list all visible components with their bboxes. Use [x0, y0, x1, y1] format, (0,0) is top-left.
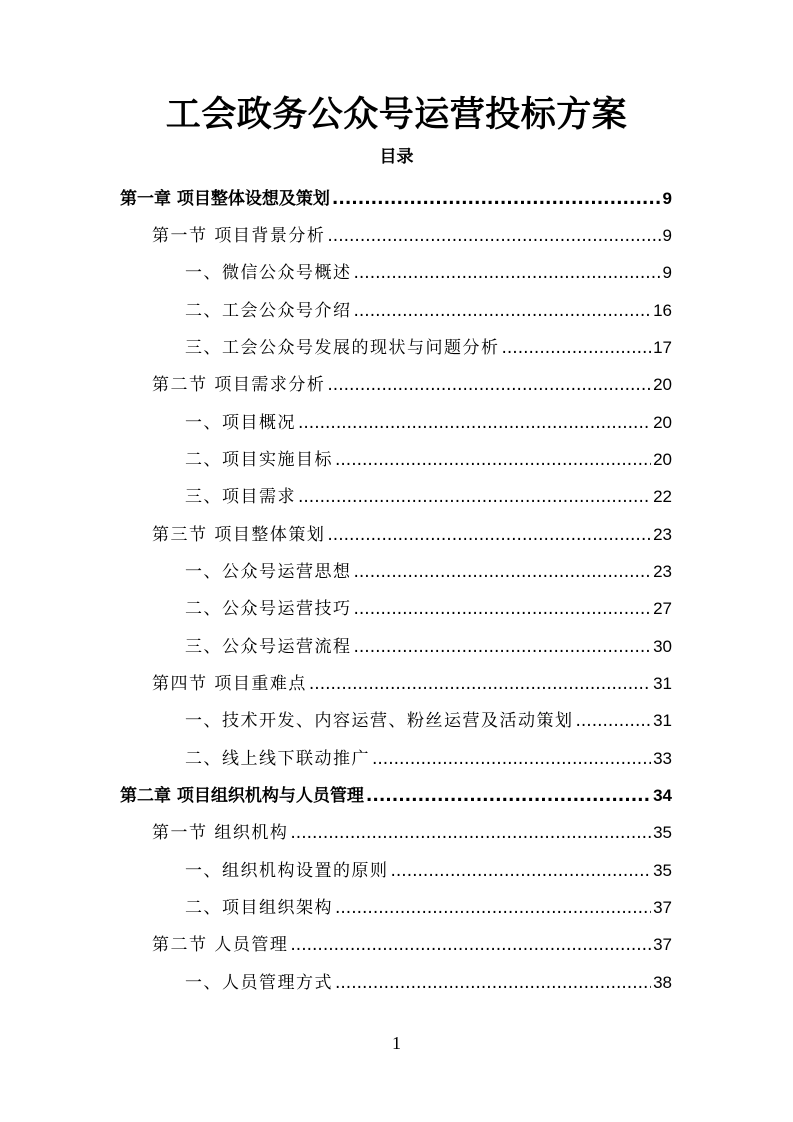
- toc-entry-label: 二、工会公众号介绍: [185, 301, 352, 321]
- dot-leader: [354, 633, 652, 661]
- toc-entry-page: 31: [653, 711, 672, 730]
- page-number: 1: [392, 1033, 401, 1053]
- toc-entry-item[interactable]: [185, 334, 672, 362]
- dot-leader: [290, 819, 651, 847]
- toc-entry-section[interactable]: [152, 521, 672, 549]
- dot-leader: [327, 371, 651, 399]
- toc-entry-label: 一、公众号运营思想: [185, 562, 352, 582]
- toc-entry-page: 23: [653, 525, 672, 544]
- toc-entry-item[interactable]: [185, 259, 672, 287]
- toc-entry-item[interactable]: [185, 707, 672, 735]
- toc-entry-page: 30: [653, 637, 672, 656]
- dot-leader: [335, 446, 651, 474]
- toc-entry-page: 27: [653, 599, 672, 618]
- toc-entry-page: 9: [662, 189, 672, 208]
- toc-entry-label: 三、项目需求: [185, 487, 296, 507]
- dot-leader: [366, 782, 651, 810]
- dot-leader: [290, 931, 651, 959]
- toc-entry-page: 20: [653, 450, 672, 469]
- toc-entry-label: 一、微信公众号概述: [185, 263, 352, 283]
- toc-entry-item[interactable]: [185, 595, 672, 623]
- dot-leader: [354, 595, 652, 623]
- toc-entry-label: 第一章 项目整体设想及策划: [120, 189, 330, 209]
- toc-entry-label: 一、技术开发、内容运营、粉丝运营及活动策划: [185, 711, 574, 731]
- toc-entry-label: 第二章 项目组织机构与人员管理: [120, 786, 364, 806]
- dot-leader: [332, 185, 661, 213]
- toc-entry-label: 第二节 项目需求分析: [152, 375, 326, 395]
- toc-entry-page: 22: [653, 487, 672, 506]
- toc-entry-item[interactable]: [185, 969, 672, 997]
- dot-leader: [327, 521, 651, 549]
- toc-entry-item[interactable]: [185, 894, 672, 922]
- dot-leader: [335, 894, 651, 922]
- dot-leader: [391, 857, 652, 885]
- toc-entry-item[interactable]: [185, 446, 672, 474]
- toc-entry-page: 33: [653, 749, 672, 768]
- toc-entry-page: 38: [653, 973, 672, 992]
- toc-entry-label: 三、公众号运营流程: [185, 637, 352, 657]
- toc-entry-page: 37: [653, 898, 672, 917]
- toc-entry-page: 9: [662, 226, 672, 245]
- dot-leader: [298, 409, 651, 437]
- toc-entry-label: 一、组织机构设置的原则: [185, 861, 389, 881]
- toc-entry-page: 31: [653, 674, 672, 693]
- dot-leader: [298, 483, 651, 511]
- toc-entry-section[interactable]: [152, 371, 672, 399]
- dot-leader: [335, 969, 651, 997]
- toc-entry-label: 第二节 人员管理: [152, 935, 289, 955]
- toc-entry-item[interactable]: [185, 857, 672, 885]
- dot-leader: [354, 558, 652, 586]
- toc-entry-section[interactable]: [152, 819, 672, 847]
- document-title: 工会政务公众号运营投标方案: [165, 94, 628, 135]
- dot-leader: [354, 297, 652, 325]
- toc-entry-item[interactable]: [185, 483, 672, 511]
- toc-entry-chapter[interactable]: [120, 782, 672, 810]
- toc-entry-page: 20: [653, 375, 672, 394]
- toc-entry-label: 一、人员管理方式: [185, 973, 333, 993]
- toc-entry-page: 35: [653, 823, 672, 842]
- toc-entry-label: 二、项目实施目标: [185, 450, 333, 470]
- toc-entry-item[interactable]: [185, 745, 672, 773]
- toc-entry-item[interactable]: [185, 409, 672, 437]
- toc-entry-label: 二、公众号运营技巧: [185, 599, 352, 619]
- toc-entry-label: 第一节 项目背景分析: [152, 226, 326, 246]
- toc-entry-item[interactable]: [185, 297, 672, 325]
- toc-entry-page: 17: [653, 338, 672, 357]
- toc-entry-chapter[interactable]: [120, 185, 672, 213]
- dot-leader: [354, 259, 661, 287]
- toc-entry-page: 9: [662, 263, 672, 282]
- dot-leader: [576, 707, 652, 735]
- toc-entry-label: 第四节 项目重难点: [152, 674, 307, 694]
- toc-entry-page: 23: [653, 562, 672, 581]
- toc-entry-section[interactable]: [152, 670, 672, 698]
- dot-leader: [372, 745, 651, 773]
- toc-entry-page: 37: [653, 935, 672, 954]
- toc-entry-section[interactable]: [152, 931, 672, 959]
- toc-entry-item[interactable]: [185, 558, 672, 586]
- toc-entry-section[interactable]: [152, 222, 672, 250]
- toc-entry-page: 34: [653, 786, 672, 805]
- toc-heading: 目录: [379, 147, 414, 167]
- toc-entry-item[interactable]: [185, 633, 672, 661]
- toc-entry-page: 35: [653, 861, 672, 880]
- toc-entry-label: 二、线上线下联动推广: [185, 749, 370, 769]
- toc-entry-label: 二、项目组织架构: [185, 898, 333, 918]
- dot-leader: [327, 222, 660, 250]
- dot-leader: [309, 670, 651, 698]
- toc-entry-page: 20: [653, 413, 672, 432]
- toc-entry-label: 第一节 组织机构: [152, 823, 289, 843]
- toc-entry-label: 一、项目概况: [185, 413, 296, 433]
- toc-entry-label: 第三节 项目整体策划: [152, 525, 326, 545]
- toc-entry-label: 三、工会公众号发展的现状与问题分析: [185, 338, 500, 358]
- toc-entry-page: 16: [653, 301, 672, 320]
- dot-leader: [502, 334, 652, 362]
